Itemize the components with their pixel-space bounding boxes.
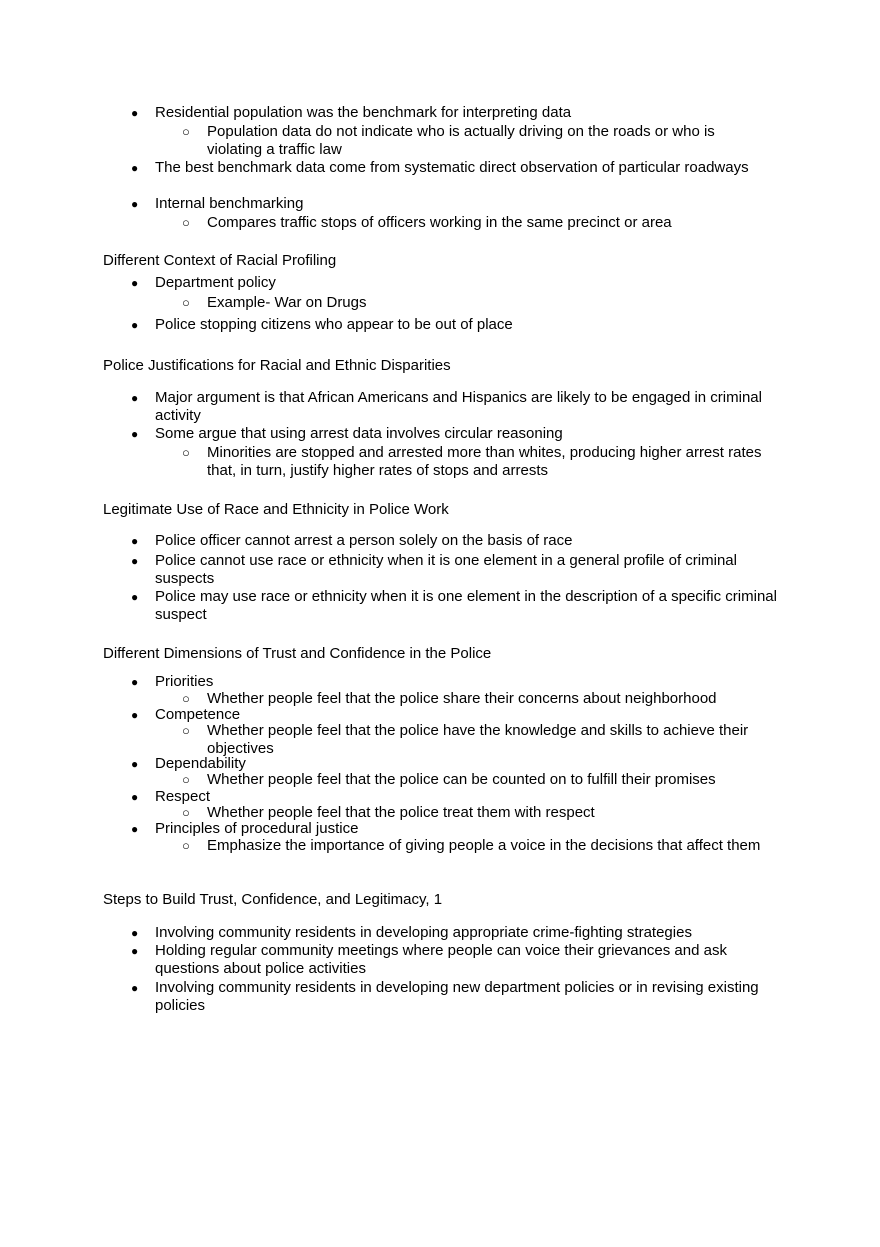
bullet-icon: ●: [131, 276, 139, 290]
hollow-bullet-icon: ○: [182, 215, 190, 230]
list-item-text: Respect: [155, 788, 211, 805]
list-item: [182, 837, 767, 855]
list-item: [131, 195, 780, 213]
hollow-bullet-icon: ○: [182, 838, 190, 853]
list-item: [131, 532, 780, 550]
list-item: [182, 722, 767, 758]
bullet-icon: ●: [131, 197, 139, 211]
section-heading: Steps to Build Trust, Confidence, and Legitimacy, 1: [103, 891, 443, 908]
list-item-text: Emphasize the importance of giving people a voice in the decisions that affect them: [207, 837, 761, 854]
bullet-icon: ●: [131, 926, 139, 940]
list-item-text: Department policy: [155, 274, 276, 291]
list-item-text: The best benchmark data come from systematic direct observation of particular roadways: [155, 159, 749, 176]
list-item-text: Internal benchmarking: [155, 195, 304, 212]
list-item: [182, 214, 767, 232]
list-item-text: Minorities are stopped and arrested more than whites, producing higher arrest rates that, in turn, justify higher rates of stops and arrests: [207, 444, 762, 479]
section-heading: Legitimate Use of Race and Ethnicity in Police Work: [103, 501, 449, 518]
hollow-bullet-icon: ○: [182, 805, 190, 820]
bullet-icon: ●: [131, 106, 139, 120]
list-item-text: Whether people feel that the police can be counted on to fulfill their promises: [207, 771, 716, 788]
bullet-icon: ●: [131, 318, 139, 332]
list-item: [131, 979, 780, 1015]
list-item: [131, 673, 780, 691]
list-item-text: Whether people feel that the police treat them with respect: [207, 804, 595, 821]
bullet-icon: ●: [131, 534, 139, 548]
bullet-icon: ●: [131, 391, 139, 405]
list-item-text: Residential population was the benchmark for interpreting data: [155, 104, 572, 121]
list-item: [182, 444, 767, 480]
list-item: [131, 552, 780, 588]
section-heading: Police Justifications for Racial and Ethnic Disparities: [103, 357, 451, 374]
list-item-text: Police cannot use race or ethnicity when it is one element in a general profile of criminal suspects: [155, 552, 737, 587]
list-item-text: Example- War on Drugs: [207, 294, 367, 311]
list-item: [182, 771, 767, 789]
list-item-text: Competence: [155, 706, 241, 723]
bullet-icon: ●: [131, 981, 139, 995]
list-item: [131, 820, 780, 838]
list-item: [131, 316, 780, 334]
bullet-icon: ●: [131, 708, 139, 722]
list-item: [131, 942, 780, 978]
hollow-bullet-icon: ○: [182, 691, 190, 706]
list-item-text: Police officer cannot arrest a person solely on the basis of race: [155, 532, 573, 549]
bullet-icon: ●: [131, 944, 139, 958]
list-item: [182, 123, 767, 159]
list-item-text: Involving community residents in developing new department policies or in revising existing policies: [155, 979, 759, 1014]
bullet-icon: ●: [131, 590, 139, 604]
bullet-icon: ●: [131, 427, 139, 441]
list-item: [182, 294, 767, 312]
hollow-bullet-icon: ○: [182, 772, 190, 787]
bullet-icon: ●: [131, 790, 139, 804]
bullet-icon: ●: [131, 161, 139, 175]
list-item-text: Compares traffic stops of officers working in the same precinct or area: [207, 214, 672, 231]
list-item: [131, 425, 780, 443]
list-item: [131, 274, 780, 292]
list-item-text: Priorities: [155, 673, 214, 690]
bullet-icon: ●: [131, 822, 139, 836]
list-item-text: Whether people feel that the police have the knowledge and skills to achieve their objectives: [207, 722, 749, 757]
bullet-icon: ●: [131, 554, 139, 568]
list-item-text: Police stopping citizens who appear to be out of place: [155, 316, 513, 333]
hollow-bullet-icon: ○: [182, 295, 190, 310]
list-item-text: Whether people feel that the police share their concerns about neighborhood: [207, 690, 717, 707]
list-item-text: Involving community residents in developing appropriate crime-fighting strategies: [155, 924, 692, 941]
list-item-text: Some argue that using arrest data involves circular reasoning: [155, 425, 563, 442]
hollow-bullet-icon: ○: [182, 124, 190, 139]
list-item: [131, 104, 780, 122]
list-item: [131, 924, 780, 942]
bullet-icon: ●: [131, 757, 139, 771]
section-heading: Different Dimensions of Trust and Confidence in the Police: [103, 645, 492, 662]
list-item-text: Principles of procedural justice: [155, 820, 359, 837]
list-item-text: Major argument is that African Americans and Hispanics are likely to be engaged in criminal activity: [155, 389, 762, 424]
hollow-bullet-icon: ○: [182, 723, 190, 738]
list-item: [131, 159, 780, 177]
bullet-icon: ●: [131, 675, 139, 689]
list-item: [131, 389, 780, 425]
section-heading: Different Context of Racial Profiling: [103, 252, 337, 269]
list-item-text: Dependability: [155, 755, 246, 772]
hollow-bullet-icon: ○: [182, 445, 190, 460]
list-item-text: Police may use race or ethnicity when it is one element in the description of a specific criminal suspect: [155, 588, 777, 623]
list-item-text: Population data do not indicate who is actually driving on the roads or who is violating a traffic law: [207, 123, 715, 158]
list-item-text: Holding regular community meetings where people can voice their grievances and ask questions about police activities: [155, 942, 727, 977]
list-item: [131, 588, 780, 624]
